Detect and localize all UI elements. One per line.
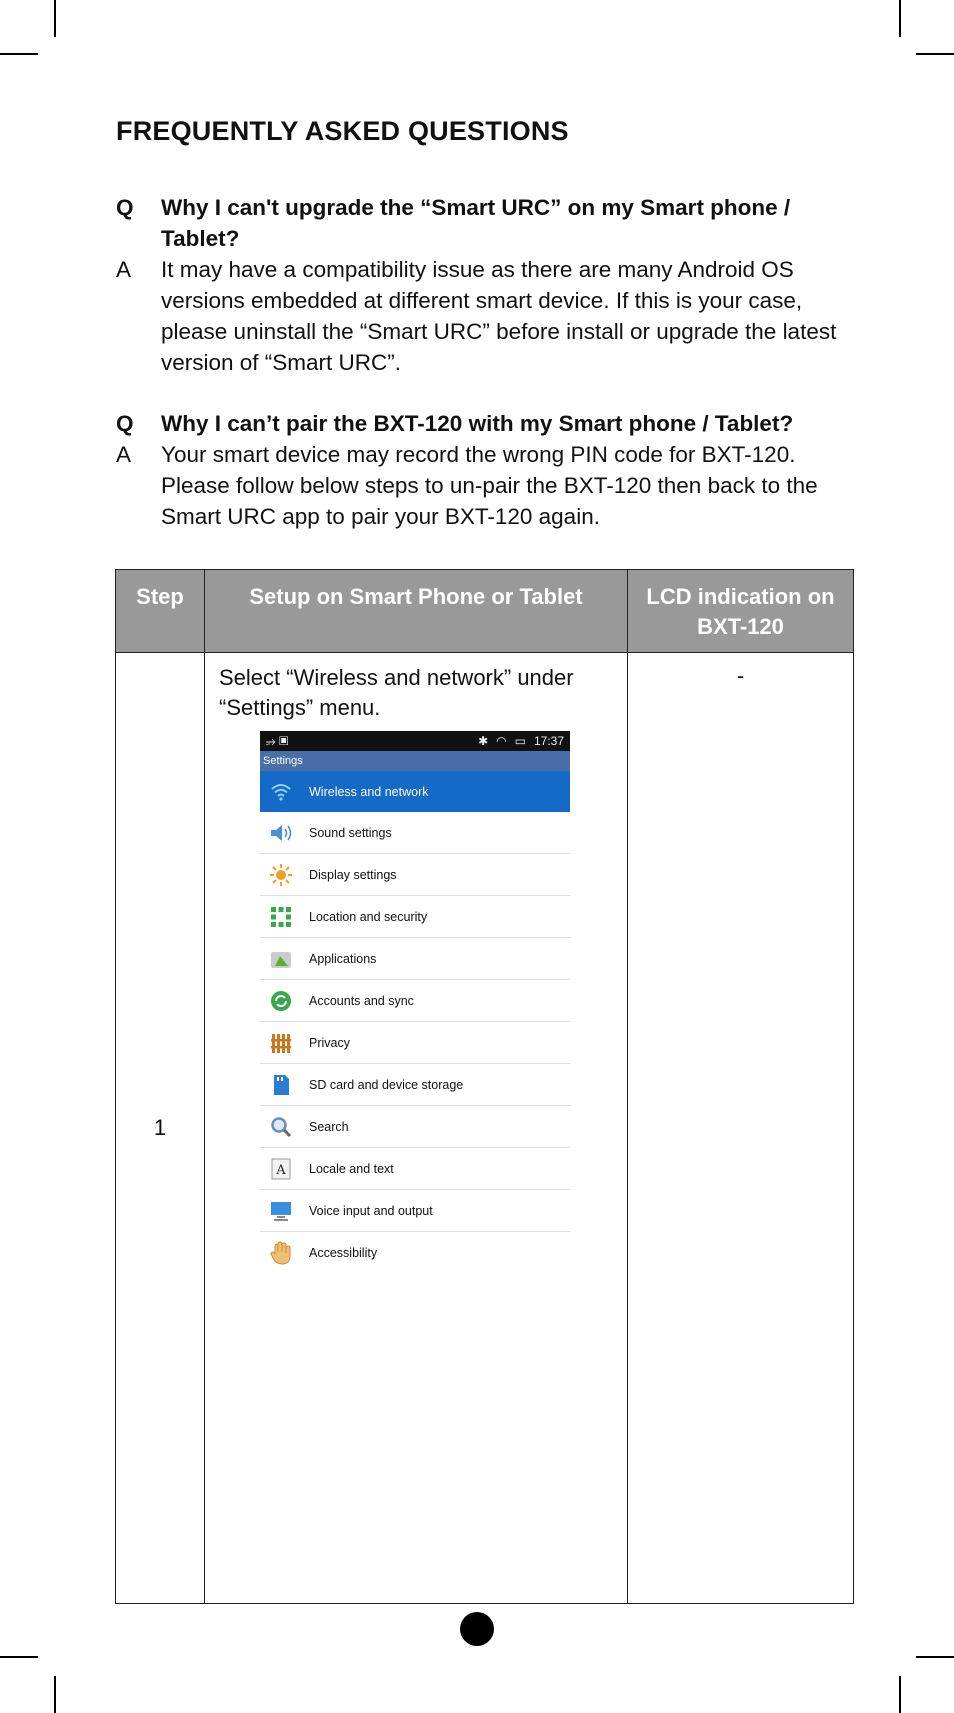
letter-a-icon xyxy=(268,1157,294,1181)
crop-mark xyxy=(899,1676,901,1713)
status-bar xyxy=(260,731,570,751)
answer-text: Your smart device may record the wrong PIN code for BXT-120. Please follow below steps to un-pair the BXT-120 then back to the Smart URC app to pair your BXT-120 again. xyxy=(161,442,818,529)
settings-item-search[interactable] xyxy=(260,1106,570,1148)
table-row xyxy=(116,653,854,1604)
question-text: Why I can't upgrade the “Smart URC” on my Smart phone / Tablet? xyxy=(161,195,791,251)
setup-instruction: Select “Wireless and network” under “Settings” menu. xyxy=(219,665,574,720)
usb-icon: ⭌ ▣ xyxy=(266,734,289,748)
settings-item-label: Search xyxy=(309,1119,349,1134)
settings-item-label: Wireless and network xyxy=(309,784,429,799)
speaker-icon xyxy=(268,821,294,845)
crop-mark xyxy=(916,53,954,55)
settings-item-label: Accounts and sync xyxy=(309,993,414,1008)
faq-item xyxy=(116,408,856,532)
settings-item-sound[interactable] xyxy=(260,812,570,854)
page-title: FREQUENTLY ASKED QUESTIONS xyxy=(116,116,569,146)
settings-item-locale[interactable] xyxy=(260,1148,570,1190)
crop-mark xyxy=(54,1676,56,1713)
crop-mark xyxy=(0,53,38,55)
settings-item-label: SD card and device storage xyxy=(309,1077,464,1092)
answer-label: A xyxy=(116,442,132,467)
step-number: 1 xyxy=(116,653,205,1604)
magnifier-icon xyxy=(268,1115,294,1139)
wifi-icon xyxy=(268,780,294,804)
settings-item-display[interactable] xyxy=(260,854,570,896)
question-text: Why I can’t pair the BXT-120 with my Smart phone / Tablet? xyxy=(161,411,794,436)
settings-item-accounts[interactable] xyxy=(260,980,570,1022)
settings-item-label: Display settings xyxy=(309,867,397,882)
settings-screenshot xyxy=(260,731,570,1273)
settings-item-label: Accessibility xyxy=(309,1245,378,1260)
settings-item-privacy[interactable] xyxy=(260,1022,570,1064)
question-label: Q xyxy=(116,411,134,436)
signal-icon: ◠ xyxy=(496,734,507,748)
settings-item-accessibility[interactable] xyxy=(260,1232,570,1273)
lcd-indication: - xyxy=(628,653,854,1604)
settings-item-label: Sound settings xyxy=(309,825,392,840)
header-step: Step xyxy=(116,570,205,653)
sun-icon xyxy=(268,863,294,887)
question-label: Q xyxy=(116,195,134,220)
crop-mark xyxy=(899,0,901,37)
grid-icon xyxy=(268,905,294,929)
settings-item-location[interactable] xyxy=(260,896,570,938)
settings-item-sdcard[interactable] xyxy=(260,1064,570,1106)
svg-text:A: A xyxy=(276,1162,286,1178)
settings-header: Settings xyxy=(260,751,570,771)
clock: 17:37 xyxy=(533,734,564,748)
crop-mark xyxy=(54,0,56,37)
settings-item-label: Privacy xyxy=(309,1035,350,1050)
settings-item-wireless[interactable] xyxy=(260,771,570,812)
answer-text: It may have a compatibility issue as there are many Android OS versions embedded at different smart device. If this is your case, please uninstall the “Smart URC” before install or upgrade the latest version of “Smart URC”. xyxy=(161,257,837,375)
sdcard-icon xyxy=(268,1073,294,1097)
settings-item-label: Voice input and output xyxy=(309,1203,433,1218)
crop-mark xyxy=(916,1656,954,1658)
fence-icon xyxy=(268,1031,294,1055)
sync-icon xyxy=(268,989,294,1013)
header-lcd: LCD indication on BXT-120 xyxy=(628,570,854,653)
battery-icon: ▭ xyxy=(514,734,526,748)
settings-item-label: Applications xyxy=(309,951,377,966)
settings-item-label: Location and security xyxy=(309,909,428,924)
setup-cell xyxy=(205,653,628,1604)
settings-item-voice[interactable] xyxy=(260,1190,570,1232)
settings-item-applications[interactable] xyxy=(260,938,570,980)
hand-icon xyxy=(268,1241,294,1265)
table-header-row xyxy=(116,570,854,653)
android-icon xyxy=(268,947,294,971)
settings-item-label: Locale and text xyxy=(309,1161,394,1176)
page-number-dot xyxy=(460,1612,494,1646)
bluetooth-icon: ✱ xyxy=(478,734,489,748)
steps-table xyxy=(115,569,854,1604)
header-setup: Setup on Smart Phone or Tablet xyxy=(205,570,628,653)
monitor-icon xyxy=(268,1199,294,1223)
faq-item xyxy=(116,192,856,378)
crop-mark xyxy=(0,1656,38,1658)
answer-label: A xyxy=(116,257,132,282)
